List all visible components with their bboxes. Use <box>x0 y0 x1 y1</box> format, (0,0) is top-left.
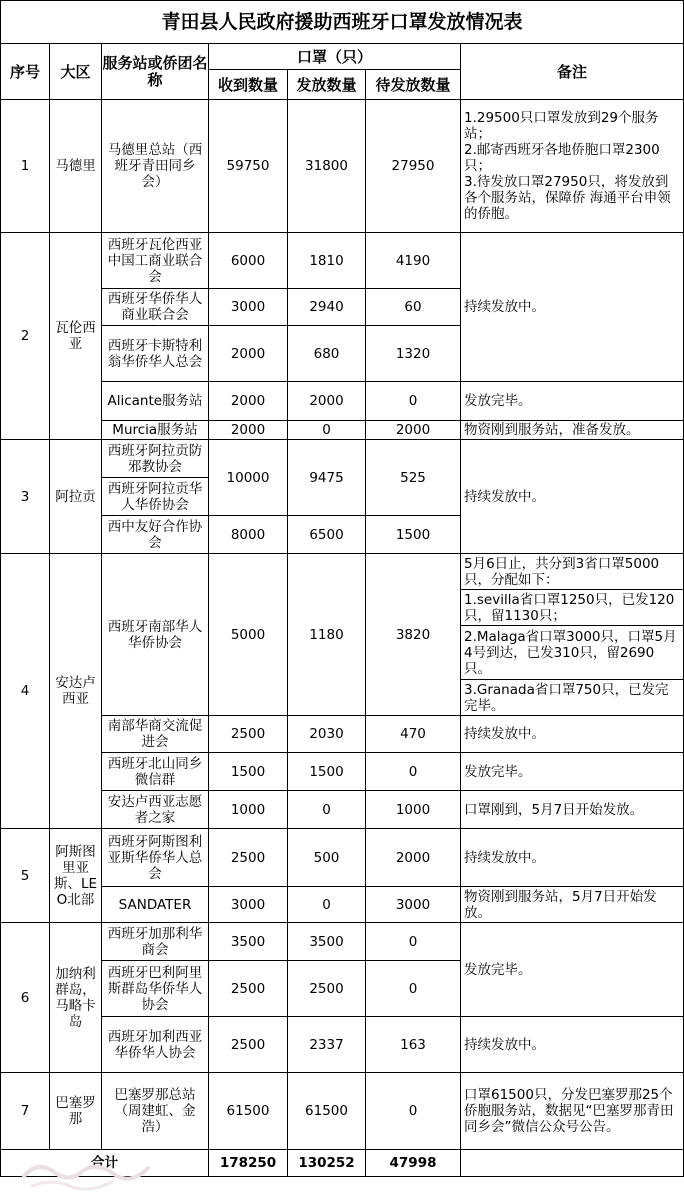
received-value: 3000 <box>209 289 288 326</box>
pending-value: 3820 <box>366 554 461 716</box>
remarks-cell: 持续发放中。 <box>461 1017 684 1073</box>
table-row <box>1 1073 684 1150</box>
pending-value: 0 <box>366 382 461 421</box>
received-value: 2500 <box>209 1017 288 1073</box>
header-remarks: 备注 <box>461 44 684 100</box>
station-name: Murcia服务站 <box>102 421 209 440</box>
station-name: 马德里总站（西班牙青田同乡会） <box>102 100 209 233</box>
received-value: 2000 <box>209 421 288 440</box>
received-value: 10000 <box>209 440 288 516</box>
remarks-cell: 3.Granada省口罩750只，已发完完毕。 <box>461 680 684 716</box>
remarks-cell: 持续发放中。 <box>461 440 684 554</box>
remarks-cell: 发放完毕。 <box>461 382 684 421</box>
table-row <box>1 554 684 590</box>
row-number: 2 <box>1 233 50 440</box>
received-value: 2500 <box>209 716 288 753</box>
remarks-cell: 口罩刚到，5月7日开始发放。 <box>461 791 684 829</box>
table-row <box>1 716 684 753</box>
table-row <box>1 829 684 887</box>
distributed-value: 2940 <box>288 289 366 326</box>
total-row <box>1 1150 684 1177</box>
header-received: 收到数量 <box>209 70 288 100</box>
table-row <box>1 791 684 829</box>
header-region: 大区 <box>50 44 102 100</box>
region-cell: 马德里 <box>50 100 102 233</box>
pending-value: 0 <box>366 961 461 1017</box>
station-name: SANDATER <box>102 887 209 923</box>
pending-value: 2000 <box>366 421 461 440</box>
remark-line: 1.29500只口罩发放到29个服务站； <box>464 110 659 142</box>
total-label: 合计 <box>1 1150 209 1177</box>
received-value: 3500 <box>209 923 288 961</box>
pending-value: 60 <box>366 289 461 326</box>
distributed-value: 3500 <box>288 923 366 961</box>
received-value: 59750 <box>209 100 288 233</box>
page-title: 青田县人民政府援助西班牙口罩发放情况表 <box>1 1 684 44</box>
station-name: 西班牙北山同乡微信群 <box>102 753 209 791</box>
table-row <box>1 233 684 289</box>
distributed-value: 61500 <box>288 1073 366 1150</box>
station-name: 西班牙卡斯特利翁华侨华人总会 <box>102 326 209 382</box>
pending-value: 3000 <box>366 887 461 923</box>
header-masks: 口罩（只） <box>209 44 461 70</box>
pending-value: 1000 <box>366 791 461 829</box>
received-value: 2000 <box>209 326 288 382</box>
table-row <box>1 421 684 440</box>
header-pending: 待发放数量 <box>366 70 461 100</box>
row-number: 3 <box>1 440 50 554</box>
station-name: 西班牙加那利华商会 <box>102 923 209 961</box>
pending-value: 0 <box>366 923 461 961</box>
station-name: 巴塞罗那总站（周建虹、金浩） <box>102 1073 209 1150</box>
total-pending: 47998 <box>366 1150 461 1177</box>
distributed-value: 680 <box>288 326 366 382</box>
pending-value: 0 <box>366 753 461 791</box>
distributed-value: 1500 <box>288 753 366 791</box>
table-row <box>1 753 684 791</box>
table-row <box>1 100 684 233</box>
remark-line: 2.邮寄西班牙各地侨胞口罩2300只； <box>464 142 660 174</box>
station-name: 西班牙阿拉贡防邪教协会 <box>102 440 209 478</box>
received-value: 61500 <box>209 1073 288 1150</box>
header-distributed: 发放数量 <box>288 70 366 100</box>
station-name: 西班牙南部华人华侨协会 <box>102 554 209 716</box>
remarks-cell: 物资刚到服务站，准备发放。 <box>461 421 684 440</box>
pending-value: 525 <box>366 440 461 516</box>
received-value: 5000 <box>209 554 288 716</box>
pending-value: 163 <box>366 1017 461 1073</box>
pending-value: 470 <box>366 716 461 753</box>
remarks-cell: 发放完毕。 <box>461 923 684 1017</box>
total-received: 178250 <box>209 1150 288 1177</box>
table-row <box>1 1017 684 1073</box>
distributed-value: 500 <box>288 829 366 887</box>
table-row <box>1 923 684 961</box>
remarks-cell: 持续发放中。 <box>461 829 684 887</box>
received-value: 6000 <box>209 233 288 289</box>
region-cell: 安达卢西亚 <box>50 554 102 829</box>
table-row <box>1 887 684 923</box>
received-value: 1500 <box>209 753 288 791</box>
remarks-cell <box>461 100 684 233</box>
header-no: 序号 <box>1 44 50 100</box>
distributed-value: 6500 <box>288 516 366 554</box>
remarks-cell: 2.Malaga省口罩3000只，口罩5月4号到达，已发310只，留2690只。 <box>461 626 684 680</box>
total-remarks <box>461 1150 684 1177</box>
region-cell: 巴塞罗那 <box>50 1073 102 1150</box>
station-name: 西班牙巴利阿里斯群岛华侨华人协会 <box>102 961 209 1017</box>
received-value: 2500 <box>209 829 288 887</box>
received-value: 1000 <box>209 791 288 829</box>
pending-value: 0 <box>366 1073 461 1150</box>
station-name: 西班牙加利西亚华侨华人协会 <box>102 1017 209 1073</box>
pending-value: 27950 <box>366 100 461 233</box>
remarks-cell: 发放完毕。 <box>461 753 684 791</box>
row-number: 1 <box>1 100 50 233</box>
distributed-value: 31800 <box>288 100 366 233</box>
remarks-cell: 口罩61500只，分发巴塞罗那25个侨胞服务站，数据见“巴塞罗那青田同乡会”微信公众号公告。 <box>461 1073 684 1150</box>
distributed-value: 1180 <box>288 554 366 716</box>
station-name: 西班牙阿斯图利亚斯华侨华人总会 <box>102 829 209 887</box>
remarks-cell: 持续发放中。 <box>461 716 684 753</box>
remarks-cell: 1.sevilla省口罩1250只，已发120只，留1130只； <box>461 590 684 626</box>
station-name: 安达卢西亚志愿者之家 <box>102 791 209 829</box>
station-name: 西中友好合作协会 <box>102 516 209 554</box>
distributed-value: 9475 <box>288 440 366 516</box>
pending-value: 2000 <box>366 829 461 887</box>
distributed-value: 2030 <box>288 716 366 753</box>
received-value: 2000 <box>209 382 288 421</box>
remarks-cell: 物资刚到服务站，5月7日开始发放。 <box>461 887 684 923</box>
distributed-value: 0 <box>288 791 366 829</box>
region-cell: 瓦伦西亚 <box>50 233 102 440</box>
distributed-value: 0 <box>288 421 366 440</box>
remark-line: 3.待发放口罩27950只，将发放到各个服务站，保障侨 海通平台申领的侨胞。 <box>464 174 671 222</box>
received-value: 8000 <box>209 516 288 554</box>
remarks-cell: 5月6日止，共分到3省口罩5000只，分配如下： <box>461 554 684 590</box>
distributed-value: 2000 <box>288 382 366 421</box>
row-number: 5 <box>1 829 50 923</box>
region-cell: 阿拉贡 <box>50 440 102 554</box>
station-name: 西班牙华侨华人商业联合会 <box>102 289 209 326</box>
distributed-value: 0 <box>288 887 366 923</box>
station-name: Alicante服务站 <box>102 382 209 421</box>
total-distributed: 130252 <box>288 1150 366 1177</box>
row-number: 4 <box>1 554 50 829</box>
received-value: 2500 <box>209 961 288 1017</box>
distributed-value: 1810 <box>288 233 366 289</box>
station-name: 西班牙瓦伦西亚中国工商业联合会 <box>102 233 209 289</box>
table-row <box>1 440 684 478</box>
remarks-cell: 持续发放中。 <box>461 233 684 382</box>
distributed-value: 2337 <box>288 1017 366 1073</box>
distributed-value: 2500 <box>288 961 366 1017</box>
region-cell: 阿斯图里亚斯、LEO北部 <box>50 829 102 923</box>
pending-value: 4190 <box>366 233 461 289</box>
table-row <box>1 382 684 421</box>
received-value: 3000 <box>209 887 288 923</box>
row-number: 7 <box>1 1073 50 1150</box>
station-name: 南部华商交流促进会 <box>102 716 209 753</box>
row-number: 6 <box>1 923 50 1073</box>
pending-value: 1500 <box>366 516 461 554</box>
header-station: 服务站或侨团名称 <box>102 44 209 100</box>
pending-value: 1320 <box>366 326 461 382</box>
station-name: 西班牙阿拉贡华人华侨协会 <box>102 478 209 516</box>
region-cell: 加纳利群岛，马略卡岛 <box>50 923 102 1073</box>
